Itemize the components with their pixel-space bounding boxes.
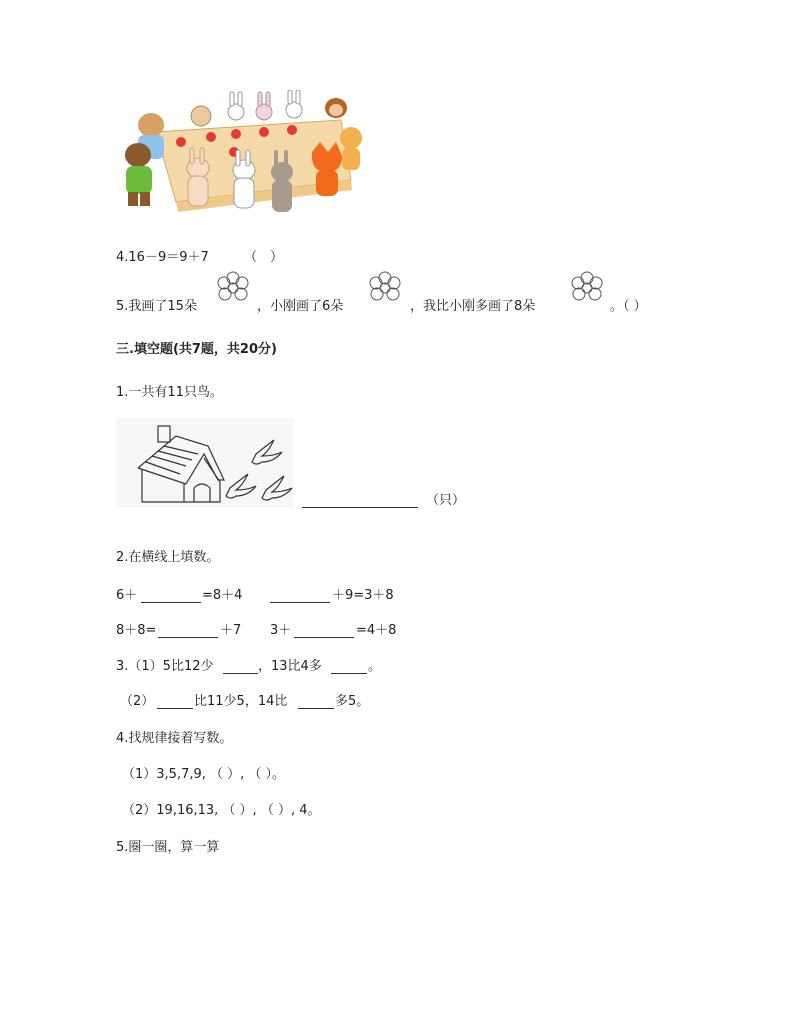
answer-blank[interactable] (157, 708, 193, 709)
section-3-title: 三.填空题(共7题，共20分) (116, 342, 277, 357)
answer-blank[interactable] (223, 673, 258, 674)
flower-icon (212, 270, 254, 308)
answer-blank[interactable] (298, 708, 334, 709)
answer-blank[interactable] (302, 507, 418, 508)
flower-icon (566, 270, 608, 308)
unit-label: （只） (426, 493, 466, 508)
fill-3-line-1: ，13比4多 (258, 659, 322, 674)
fill-1-prompt: 1.一共有11只鸟。 (116, 385, 223, 400)
fill-4-prompt: 4.找规律接着写数。 (116, 731, 233, 746)
fill-5-prompt: 5.圈一圈，算一算 (116, 840, 220, 855)
question-5-part-1: 5.我画了15朵 (116, 299, 197, 314)
equation-text: 3＋ (270, 623, 292, 638)
question-5-part-3: ，我比小刚多画了8朵 (410, 299, 536, 314)
animal-party-illustration (116, 90, 378, 216)
fill-3-line-2: 比11少5，14比 (194, 694, 288, 709)
fill-3-line-2: 多5。 (335, 694, 370, 709)
fill-2-prompt: 2.在横线上填数。 (116, 550, 220, 565)
equation-text: ＋9=3＋8 (332, 588, 394, 603)
sequence-line-1[interactable]: （1）3,5,7,9, （ ）, （ ）。 (122, 767, 286, 782)
equation-text: 6＋ (116, 588, 138, 603)
answer-parentheses[interactable]: （ ） (244, 250, 284, 265)
fill-3-line-1: 3.（1）5比12少 (116, 659, 214, 674)
house-and-birds-illustration (116, 418, 294, 508)
answer-blank[interactable] (270, 602, 330, 603)
fill-3-line-2: （2） (120, 694, 155, 709)
equation-text: =8＋4 (202, 588, 243, 603)
question-5-part-4[interactable]: 。（ ） (610, 299, 647, 314)
question-4-statement: 4.16－9＝9＋7 (116, 250, 209, 265)
fill-3-line-1: 。 (368, 659, 382, 674)
answer-blank[interactable] (158, 637, 218, 638)
flower-icon (364, 270, 406, 308)
equation-text: ＋7 (220, 623, 242, 638)
question-5-part-2: ，小刚画了6朵 (257, 299, 344, 314)
sequence-line-2[interactable]: （2）19,16,13, （ ）, （ ）, 4。 (122, 803, 321, 818)
equation-text: 8＋8= (116, 623, 157, 638)
answer-blank[interactable] (331, 673, 367, 674)
answer-blank[interactable] (141, 602, 201, 603)
equation-text: =4＋8 (356, 623, 397, 638)
answer-blank[interactable] (294, 637, 354, 638)
